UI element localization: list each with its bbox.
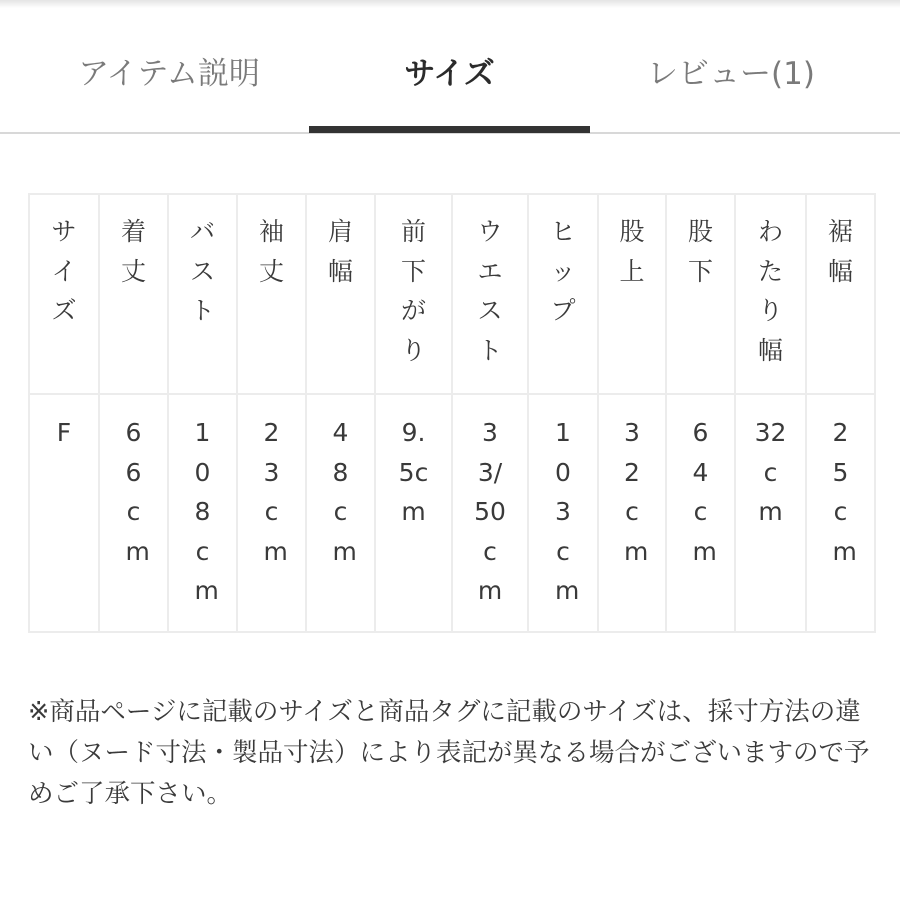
value-cell: 25cm xyxy=(806,394,875,632)
size-table xyxy=(28,193,876,633)
tab-bar xyxy=(0,8,900,134)
header-cell: ウエスト xyxy=(452,194,528,394)
value-cell: 108cm xyxy=(168,394,237,632)
header-cell: わたり幅 xyxy=(735,194,806,394)
value-cell: 48cm xyxy=(306,394,375,632)
value-cell: 64cm xyxy=(666,394,735,632)
tab-item-description[interactable]: アイテム説明 xyxy=(78,55,260,92)
value-cell: 33/50cm xyxy=(452,394,528,632)
tab-reviews[interactable]: レビュー(1) xyxy=(647,55,815,92)
header-cell: サイズ xyxy=(29,194,99,394)
tab-size[interactable]: サイズ xyxy=(404,55,495,92)
header-cell: 股下 xyxy=(666,194,735,394)
header-cell: 着丈 xyxy=(99,194,168,394)
value-cell: 32cm xyxy=(598,394,666,632)
value-cell: 66cm xyxy=(99,394,168,632)
header-cell: バスト xyxy=(168,194,237,394)
top-shadow xyxy=(0,0,900,8)
header-cell: 袖丈 xyxy=(237,194,306,394)
active-tab-indicator xyxy=(309,126,590,133)
value-cell: 9.5cm xyxy=(375,394,452,632)
size-table-header-row xyxy=(29,194,875,394)
header-cell: 股上 xyxy=(598,194,666,394)
value-cell: 103cm xyxy=(528,394,598,632)
header-cell: ヒップ xyxy=(528,194,598,394)
value-cell: 32cm xyxy=(735,394,806,632)
header-cell: 肩幅 xyxy=(306,194,375,394)
value-cell: 23cm xyxy=(237,394,306,632)
header-cell: 裾幅 xyxy=(806,194,875,394)
header-cell: 前下がり xyxy=(375,194,452,394)
value-cell: F xyxy=(29,394,99,632)
size-table-row xyxy=(29,394,875,632)
size-note: ※商品ページに記載のサイズと商品タグに記載のサイズは、採寸方法の違い（ヌード寸法・製品寸法）により表記が異なる場合がございますので予めご了承下さい。 xyxy=(28,697,870,809)
